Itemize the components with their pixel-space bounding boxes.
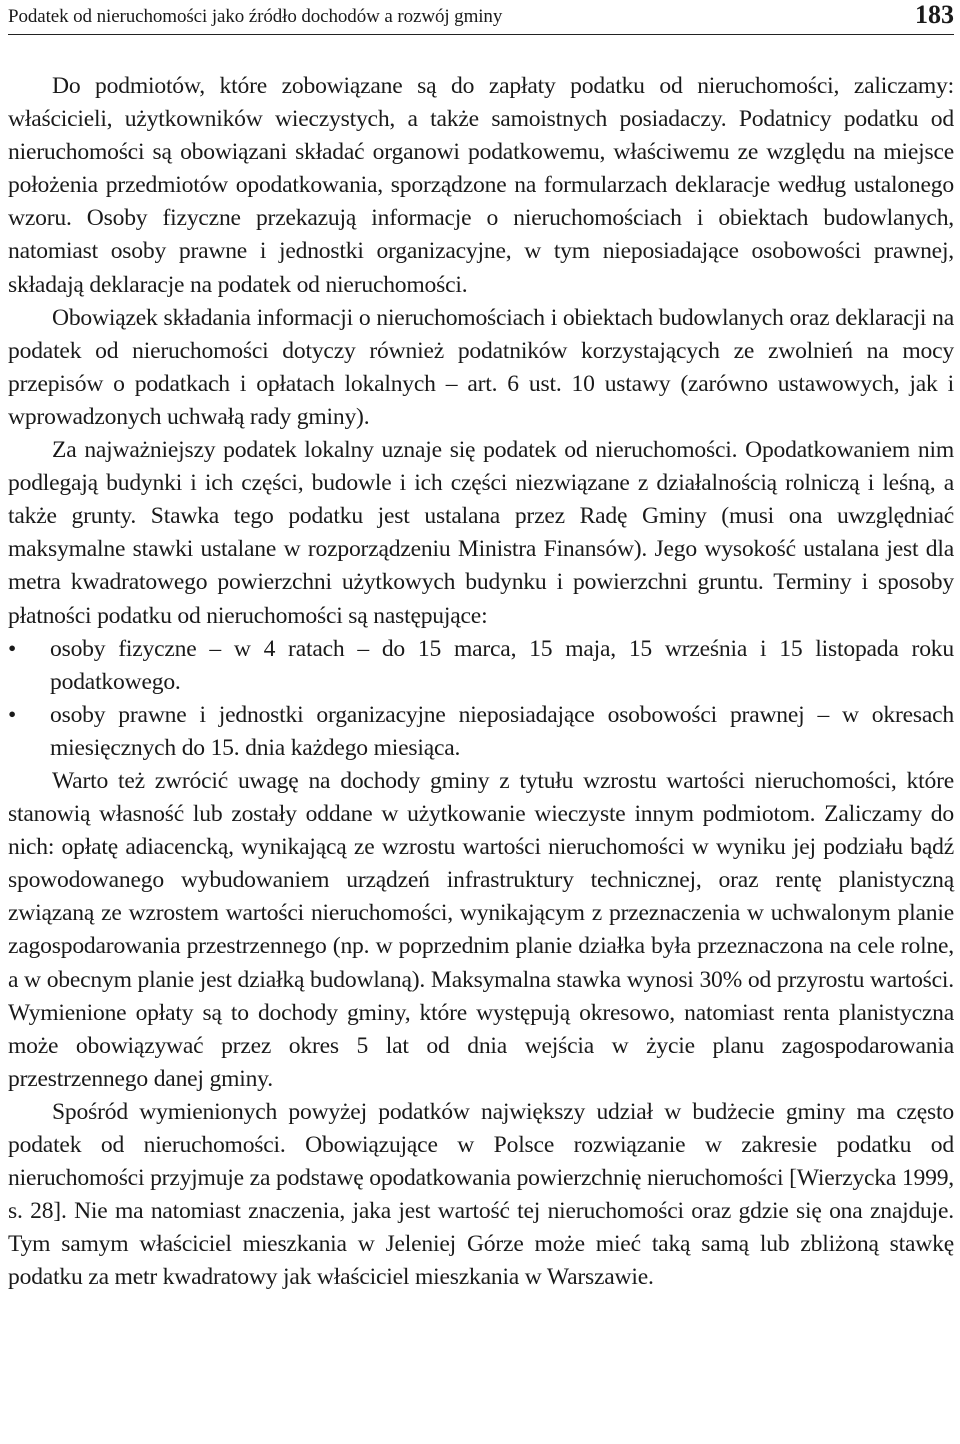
running-header (8, 0, 954, 35)
page-number: 183 (915, 0, 954, 29)
list-item (8, 699, 954, 765)
running-title: Podatek od nieruchomości jako źródło dochodów a rozwój gminy (8, 6, 503, 27)
paragraph-value-increase: Warto też zwrócić uwagę na dochody gminy z tytułu wzrostu wartości nieruchomości, które stanowią własność lub zostały oddane w użytkowanie wieczyste innym podmiotom. Zaliczamy do nich: opłatę adiacencką, wynikającą ze wzrostu wartości nieruchomości w wyniku jej podziału bądź spowodowanego wybudowaniem urządzeń infrastruktury technicznej, oraz rentę planistyczną związaną ze wzrostem wartości nieruchomości, wynikającym z przeznaczenia w uchwalonym planie zagospodarowania przestrzennego (np. w poprzednim planie działka była przeznaczona na cele rolne, a w obecnym planie jest działką budowlaną). Maksymalna stawka wynosi 30% od przyrostu wartości. Wymienione opłaty są to dochody gminy, które występują okresowo, natomiast renta planistyczna może obowiązywać przez okres 5 lat od dnia wejścia w życie planu zagospodarowania przestrzennego danej gminy. (8, 767, 954, 1092)
paragraph-property-tax: Za najważniejszy podatek lokalny uznaje się podatek od nieruchomości. Opodatkowaniem nim podlegają budynki i ich części, budowle i ich części niezwiązane z działalnością rolniczą i leśną, a także grunty. Stawka tego podatku jest ustalana przez Radę Gminy (musi ona uwzględniać maksymalne stawki ustalane w rozporządzeniu Ministra Finansów). Jego wysokość ustalana jest dla metra kwadratowego powierzchni użytkowych budynku i powierzchni gruntu. Terminy i sposoby płatności podatku od nieruchomości są następujące: (8, 437, 954, 629)
list-item-text: osoby prawne i jednostki organizacyjne nieposiadające osobowości prawnej – w okresach miesięcznych do 15. dnia każdego miesiąca. (50, 701, 954, 761)
document-page (8, 0, 954, 1444)
list-item (8, 633, 954, 699)
body-text (8, 70, 954, 1294)
bullet-icon: • (8, 635, 17, 662)
paragraph-budget-share: Spośród wymienionych powyżej podatków największy udział w budżecie gminy ma często podatek od nieruchomości. Obowiązujące w Polsce rozwiązanie w zakresie podatku od nieruchomości przyjmuje za podstawę opodatkowania powierzchnię nieruchomości [Wierzycka 1999, s. 28]. Nie ma natomiast znaczenia, jaka jest wartość tej nieruchomości oraz gdzie się ona znajduje. Tym samym właściciel mieszkania w Jeleniej Górze może mieć taką samą lub zbliżoną stawkę podatku za metr kwadratowy jak właściciel mieszkania w Warszawie. (8, 1098, 954, 1291)
paragraph-obligation: Obowiązek składania informacji o nieruchomościach i obiektach budowlanych oraz deklaracji na podatek od nieruchomości dotyczy również podatników korzystających ze zwolnień na mocy przepisów o podatkach i opłatach lokalnych – art. 6 ust. 10 ustawy (zarówno ustawowych, jak i wprowadzonych uchwałą rady gminy). (8, 304, 954, 430)
bullet-icon: • (8, 701, 17, 728)
payment-terms-list (8, 633, 954, 765)
paragraph-taxpayers: Do podmiotów, które zobowiązane są do zapłaty podatku od nieruchomości, zaliczamy: właścicieli, użytkowników wieczystych, a także samoistnych posiadaczy. Podatnicy podatku od nieruchomości są obowiązani składać organowi podatkowemu, właściwemu ze względu na miejsce położenia przedmiotów opodatkowania, sporządzone na formularzach deklaracje według ustalonego wzoru. Osoby fizyczne przekazują informacje o nieruchomościach i obiektach budowlanych, natomiast osoby prawne i jednostki organizacyjne, w tym nieposiadające osobowości prawnej, składają deklaracje na podatek od nieruchomości. (8, 73, 954, 298)
list-item-text: osoby fizyczne – w 4 ratach – do 15 marca, 15 maja, 15 września i 15 listopada roku podatkowego. (50, 635, 954, 695)
